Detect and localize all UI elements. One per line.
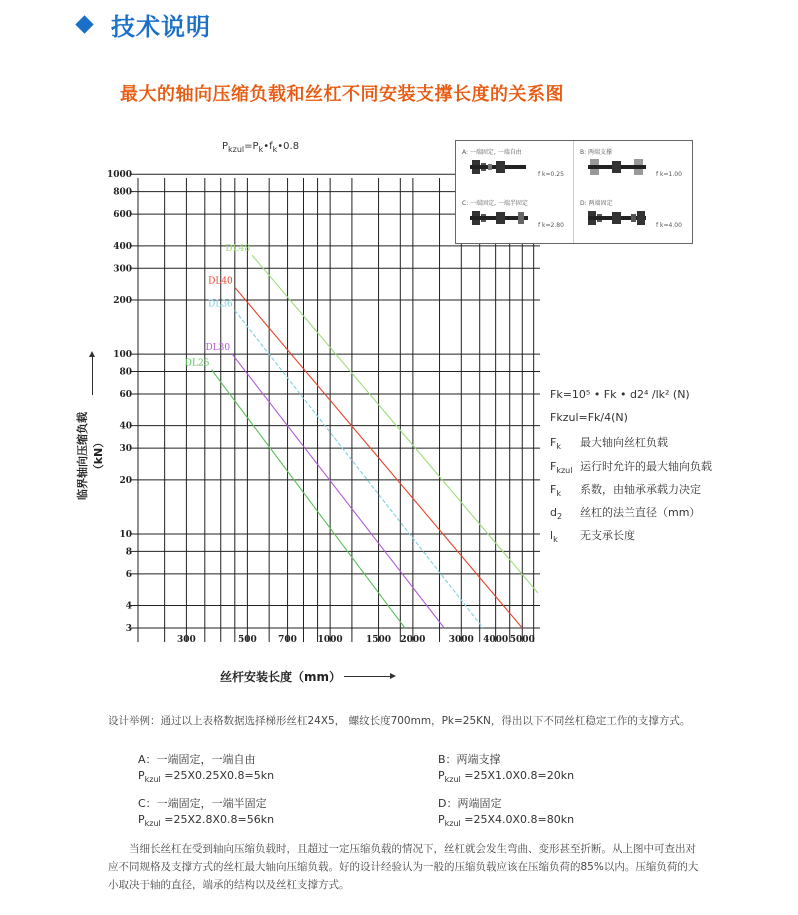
series-label: DL25 — [184, 358, 210, 369]
inset-fk: f k=4.00 — [656, 222, 682, 229]
fixed-halffixed-diagram-icon — [466, 207, 536, 231]
series-label: DL48 — [225, 244, 251, 255]
fixed-fixed-diagram-icon — [584, 207, 654, 231]
supported-supported-diagram-icon — [584, 156, 654, 180]
legend-formula-1: Fk=10⁵ • Fk • d2⁴ /lk² (N) — [550, 388, 690, 401]
x-tick-label: 500 — [237, 635, 257, 645]
series-line-dl36 — [235, 310, 483, 628]
series-label: DL36 — [208, 299, 233, 310]
series-line-dl48 — [252, 255, 538, 593]
legend-formula-2: Fkzul=Fk/4(N) — [550, 411, 628, 424]
y-tick-label: 200 — [113, 295, 132, 306]
series-label: DL30 — [205, 343, 231, 354]
chart-subtitle: 最大的轴向压缩负载和丝杠不同安装支撑长度的关系图 — [120, 84, 564, 105]
y-tick-label: 400 — [113, 241, 132, 252]
legend-row: $F_{kzul}$ 运行时允许的最大轴向负载 — [550, 460, 712, 476]
chart-formula: $P_{kzul}=P_k•f_k•0.8$ — [222, 141, 300, 154]
legend-row: $F_k$ 最大轴向丝杠负载 — [550, 436, 668, 452]
x-tick-label: 2000 — [400, 635, 426, 645]
section-title: 技术说明 — [111, 12, 211, 41]
inset-fk: f k=0.25 — [538, 171, 564, 178]
x-axis-arrow-icon — [344, 676, 392, 677]
y-tick-label: 60 — [119, 390, 132, 400]
y-tick-label: 40 — [119, 421, 132, 432]
case-d: D：两端固定 $P_{kzul} =25X4.0X0.8=80kn$ — [438, 797, 575, 829]
x-tick-label: 300 — [177, 635, 196, 645]
x-tick-label: 1000 — [317, 635, 343, 645]
inset-divider — [573, 141, 574, 243]
y-tick-label: 3 — [125, 624, 132, 634]
inset-cell-d — [574, 192, 692, 243]
design-example: 设计举例：通过以上表格数据选择梯形丝杠24X5， 螺纹长度700mm，Pk=25KN，得出以下不同丝杠稳定工作的支撑方式。 — [108, 715, 691, 727]
y-tick-label: 300 — [113, 264, 132, 275]
fixed-free-diagram-icon — [466, 156, 536, 180]
y-tick-label: 20 — [119, 475, 132, 486]
inset-fk: f k=1.00 — [656, 171, 682, 178]
support-type-inset — [455, 140, 693, 244]
y-tick-label: 80 — [119, 367, 132, 378]
series-line-dl25 — [211, 370, 404, 628]
y-axis-arrow-icon — [92, 355, 93, 395]
y-tick-label: 8 — [125, 547, 132, 558]
x-tick-label: 700 — [278, 635, 297, 645]
inset-cell-b — [574, 141, 692, 192]
inset-fk: f k=2.80 — [538, 222, 564, 229]
inset-label: D: 两端固定 — [580, 200, 613, 207]
case-c: C：一端固定，一端半固定 $P_{kzul} =25X2.8X0.8=56kn$ — [138, 797, 275, 829]
inset-cell-a — [456, 141, 574, 192]
case-b: B：两端支撑 $P_{kzul} =25X1.0X0.8=20kn$ — [438, 753, 575, 785]
y-tick-label: 4 — [125, 601, 132, 612]
y-tick-label: 30 — [119, 444, 132, 455]
y-tick-label: 1000 — [106, 170, 132, 181]
inset-cell-c — [456, 192, 574, 243]
y-tick-label: 800 — [113, 187, 132, 198]
x-axis-label: 丝杆安装长度（mm） — [220, 670, 342, 684]
case-a: A：一端固定，一端自由 $P_{kzul} =25X0.25X0.8=5kn$ — [138, 753, 275, 785]
x-axis-label-wrap — [220, 668, 392, 685]
legend-row: $F_k$ 系数，由轴承承载力决定 — [550, 483, 701, 499]
x-tick-label: 3000 — [448, 635, 474, 645]
series-label: DL40 — [208, 276, 233, 287]
y-tick-label: 600 — [113, 210, 132, 221]
legend-row: $d_2$ 丝杠的法兰直径（mm） — [550, 506, 701, 522]
inset-label: B: 两端支撑 — [580, 149, 613, 156]
inset-label: A: 一端固定, 一端自由 — [462, 149, 522, 156]
x-tick-label: 1500 — [366, 635, 392, 645]
y-tick-label: 10 — [119, 529, 132, 540]
inset-label: C: 一端固定, 一端半固定 — [462, 200, 528, 207]
y-tick-label: 6 — [125, 569, 132, 580]
y-tick-label: 100 — [113, 350, 132, 361]
x-tick-label: 5000 — [509, 635, 535, 645]
legend-row: $l_k$ 无支承长度 — [550, 529, 635, 545]
y-axis-label: 临界轴向压缩负载（kN） — [76, 412, 105, 500]
x-tick-label: 4000 — [483, 635, 509, 645]
explanation-paragraph: 当细长丝杠在受到轴向压缩负载时，且超过一定压缩负载的情况下，丝杠就会发生弯曲、变形甚至折断。从上图中可查出对应不同规格及支撑方式的丝杠最大轴向压缩负载。好的设计经验认为一般的压缩负载应该在压缩负荷的85%以内。压缩负荷的大小取决于轴的直径，端承的结构以及丝杠支撑方式。 — [108, 843, 699, 891]
